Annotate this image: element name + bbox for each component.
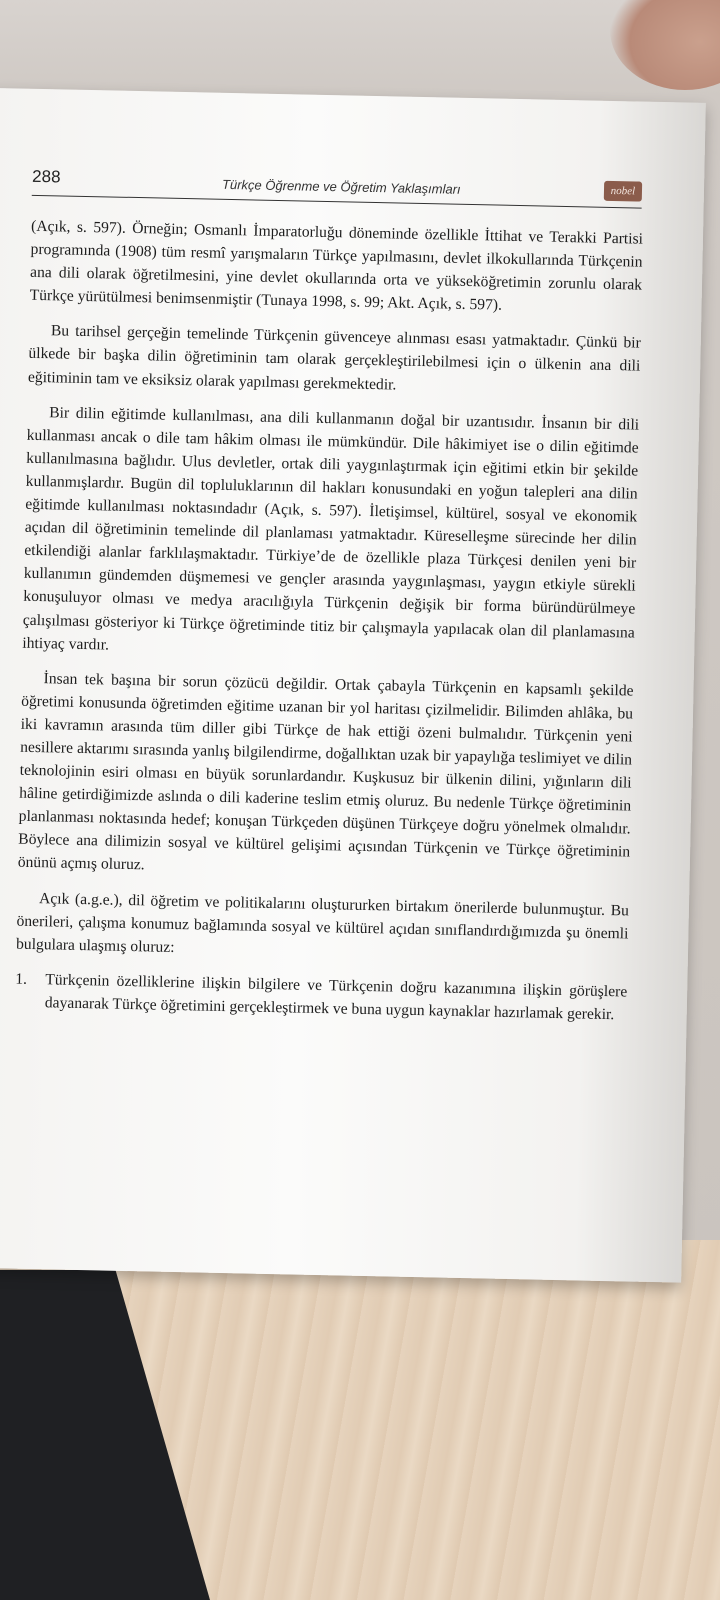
page-header [32,165,643,209]
publisher-logo: nobel [604,181,642,202]
paragraph-2: Bu tarihsel gerçeğin temelinde Türkçenin güvenceye alınması esası yatmaktadır. Çünkü bir ülkede bir başka dilin öğretiminin tam olarak gerçekleştirilebilmesi için o ülkenin ana dili eğitiminin tam ve eksiksiz olarak yapılması gerekmektedir. [27,322,641,394]
list-item [15,967,628,1026]
list-text: Türkçenin özelliklerine ilişkin bilgilere ve Türkçenin doğru kazanımına ilişkin görüşlere dayanarak Türkçe öğretimini gerçekleştirmek ve buna uygun kaynaklar hazırlamak gerekir. [44,971,628,1024]
paragraph-1: (Açık, s. 597). Örneğin; Osmanlı İmparatorluğu döneminde özellikle İttihat ve Terakki Partisi programında (1908) tüm resmî yarışmaların Türkçe yapılmasını, devlet ilkokullarında Türkçenin ana dili olarak öğretilmesini, yine devlet okullarında orta ve yükseköğretimin zorunlu olarak Türkçe yürütülmesi benimsenmiştir (Tunaya 1998, s. 99; Akt. Açık, s. 597). [29,217,644,314]
list-number: 1. [15,970,28,988]
book-page [0,88,706,1283]
paragraph-4: İnsan tek başına bir sorun çözücü değildir. Ortak çabayla Türkçenin en kapsamlı şekilde öğretimi konusunda öğretimden eğitime uzanan bir yol haritası çizilmelidir. Bilimden ahlâka, bu iki kavramın arasında tüm diller gibi Türkçe de hak ettiği özeni bulmalıdır. Türkçenin yeni nesillere aktarımı sırasında yanlış bilgilendirme, doğallıktan uzak bir yapaylığa teslimiyet ve dilin teknolojinin esiri olması en büyük sorunlardandır. Kuşkusuz bir ülkenin dilini, yığınların dili hâline getirdiğimizde aslında o dili kaderine teslim etmiş oluruz. Bu nedenle Türkçe öğretiminin planlanması noktasında hedef; konuşan Türkçeden düşünen Türkçeye doğru yönelmek olmalıdır. Böylece ana dilimizin sosyal ve kültürel gelişimi açısından Türkçenin ve Türkçe öğretiminin önünü açmış oluruz. [17,669,634,874]
paragraph-3: Bir dilin eğitimde kullanılması, ana dili kullanmanın doğal bir uzantısıdır. İnsanın bir dili kullanması ancak o dile tam hâkim olması ile mümkündür. Dile hâkimiyet ise o dilin eğitimde kullanılmasına bağlıdır. Ulus devletler, ortak dili yaygınlaştırmak için eğitimi etkin bir şekilde kullanmışlardır. Bugün dil topluluklarının dil hakları konusundaki en yoğun talepleri ana dilin eğitimde kullanılması noktasındadır (Açık, s. 597). İletişimsel, kültürel, sosyal ve ekonomik açıdan dil öğretiminin temelinde dil planlaması yatmaktadır. Küreselleşme sürecinde her dilin etkilendiği alanlar farklılaşmaktadır. Türkiye’de de özellikle plaza Türkçesi denilen yeni bir kullanımın gündemden düşmemesi ve gençler arasında yaygınlaşması, yaygın etkiyle sürekli konuşuluyor olması ve medya aracılığıyla Türkçenin değişik bir forma büründürülmeye çalışılması gösteriyor ki Türkçe öğretiminde titiz bir çalışmayla yapılacak olan dil planlamasına ihtiyaç vardır. [22,403,640,654]
page-number: 288 [31,166,61,187]
paragraph-5: Açık (a.g.e.), dil öğretim ve politikalarını oluştururken birtakım önerilerde bulunmuştur. Bu önerileri, çalışma konumuz bağlamında sosyal ve kültürel açıdan sınıflandırdığımızda şu önemli bulgulara ulaşmış oluruz: [15,889,630,956]
body-text [15,215,644,1027]
running-title: Türkçe Öğrenme ve Öğretim Yaklaşımları [221,176,461,197]
finger [610,0,720,90]
